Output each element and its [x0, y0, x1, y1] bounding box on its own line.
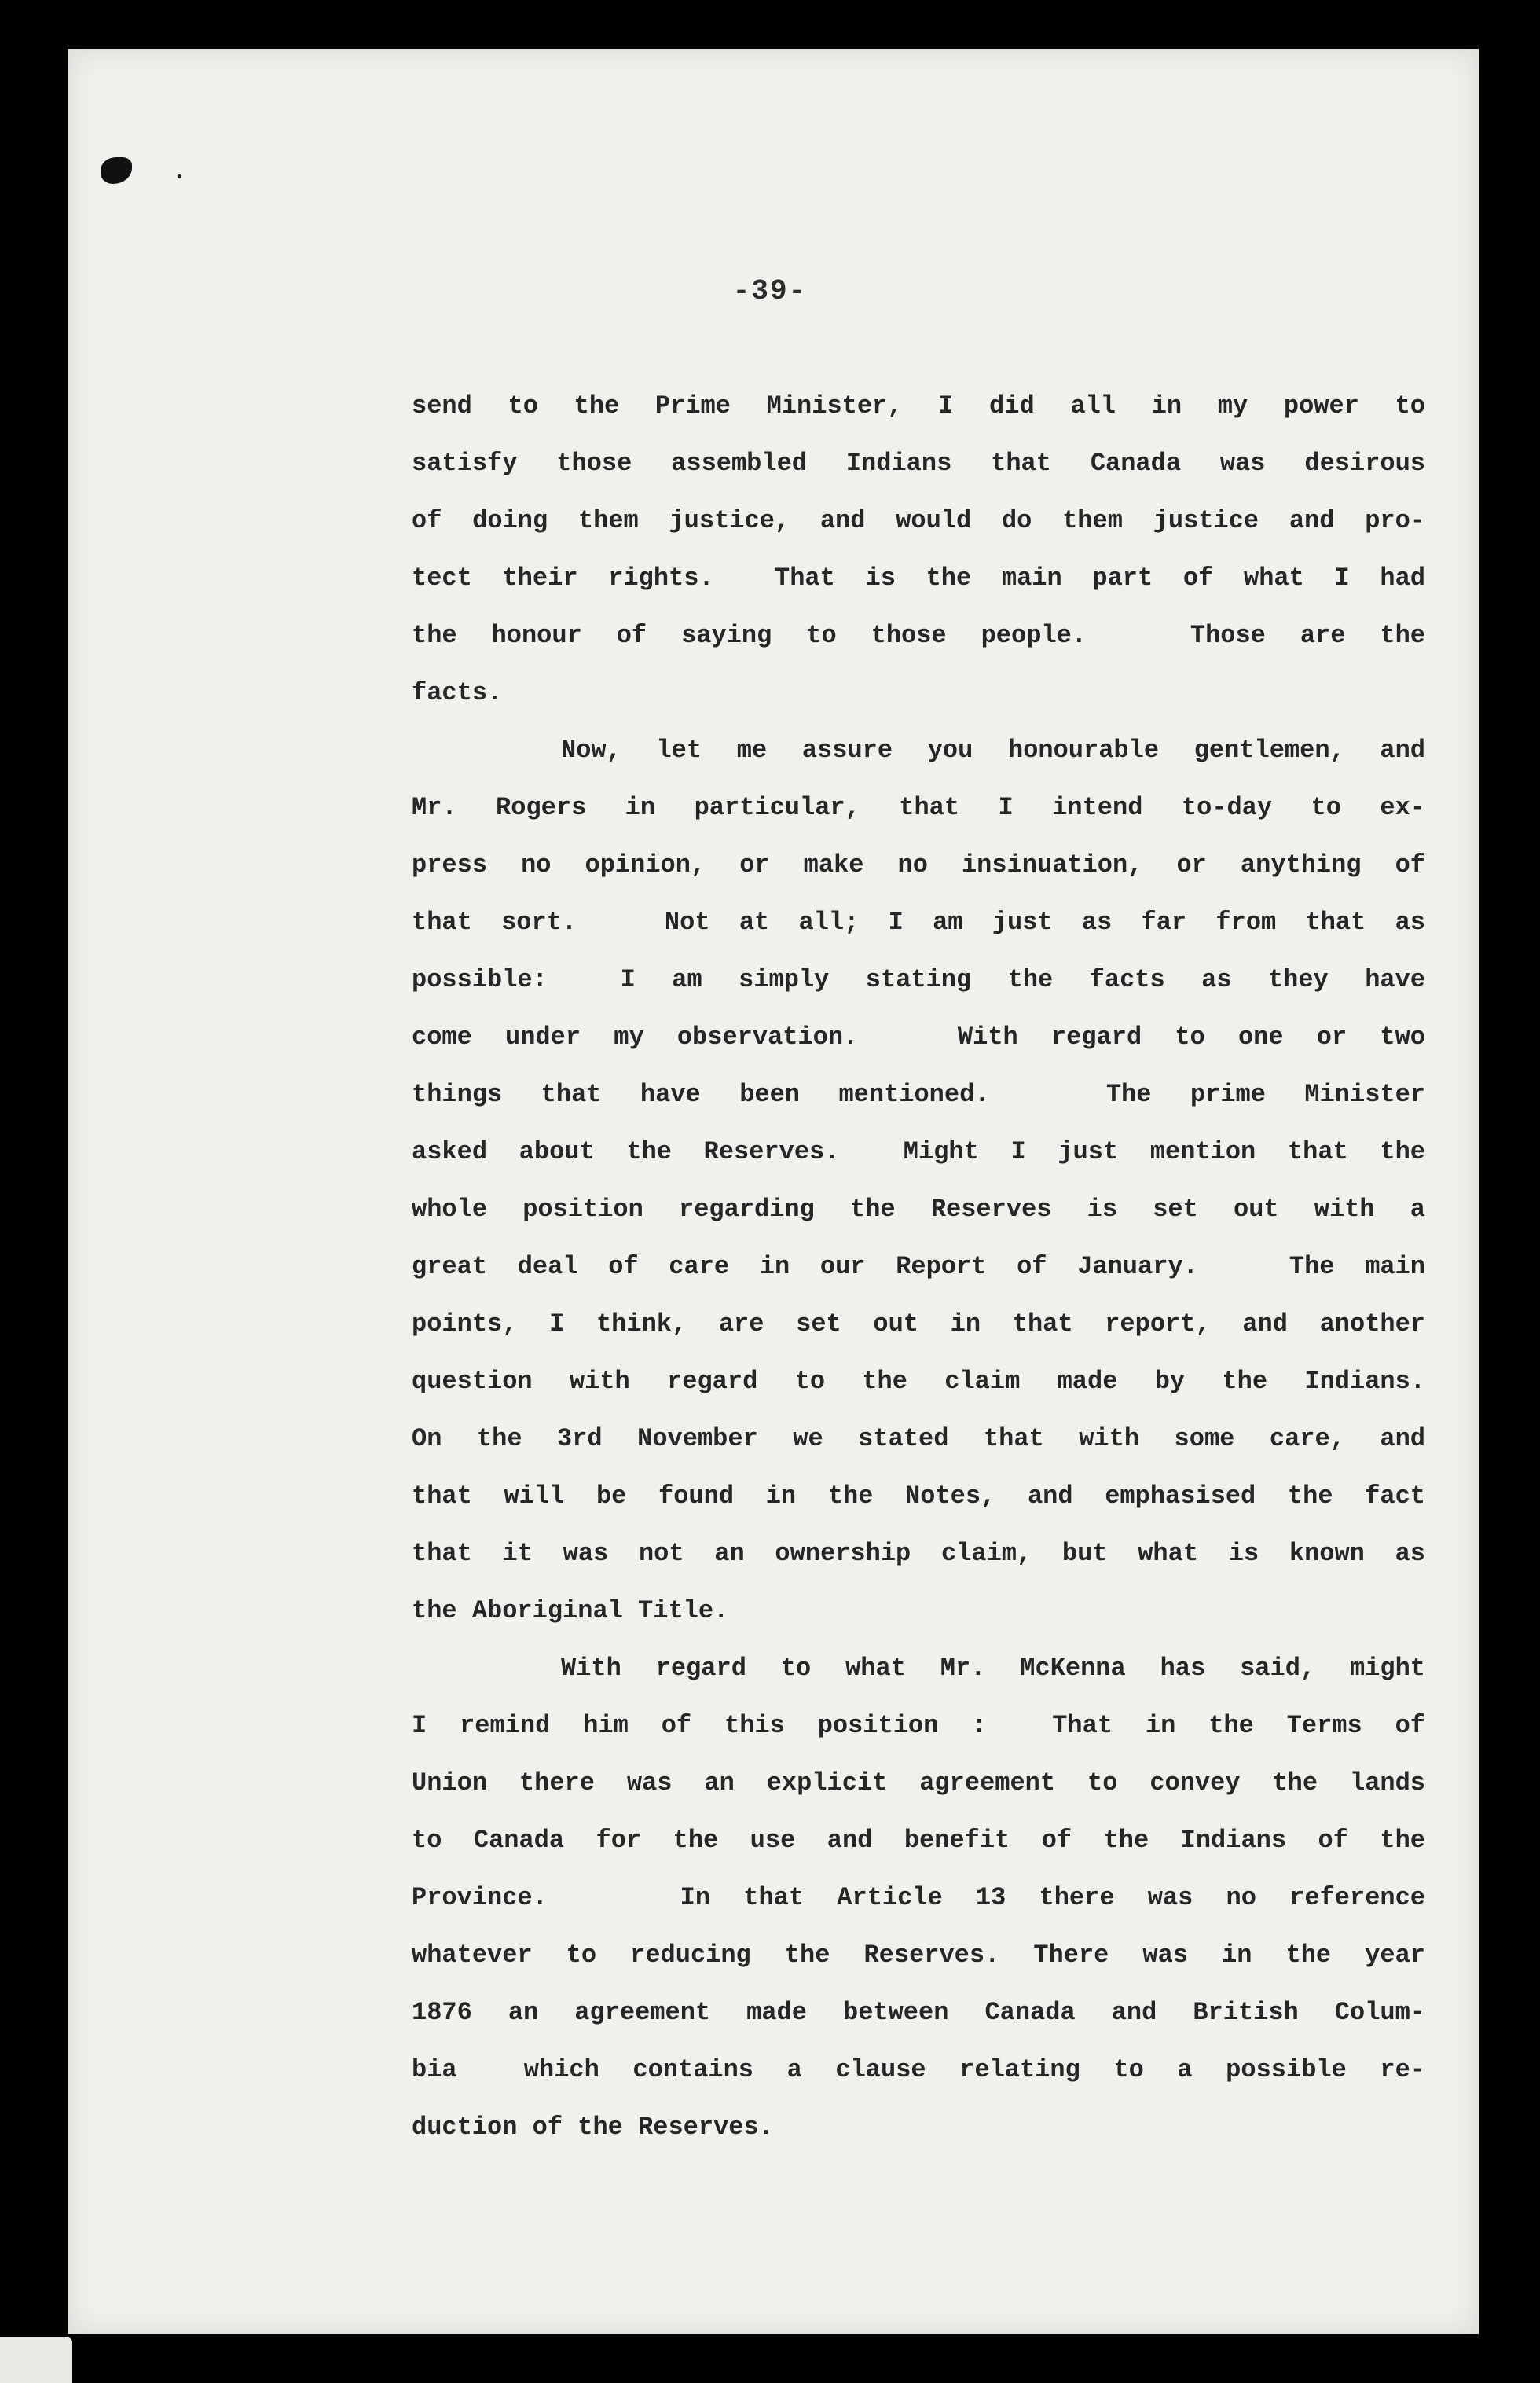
- text-line: come under my observation. With regard to one or two: [412, 1023, 1425, 1052]
- text-line: to Canada for the use and benefit of the Indians of the: [412, 1826, 1425, 1855]
- text-line: send to the Prime Minister, I did all in my power to: [412, 391, 1425, 420]
- text-line: Now, let me assure you honourable gentlemen, and: [561, 736, 1425, 765]
- text-line: of doing them justice, and would do them justice and pro-: [412, 506, 1425, 535]
- text-line: Mr. Rogers in particular, that I intend to-day to ex-: [412, 793, 1425, 822]
- document-body: [412, 377, 1425, 2156]
- text-line: tect their rights. That is the main part of what I had: [412, 564, 1425, 593]
- text-line: 1876 an agreement made between Canada and British Colum-: [412, 1998, 1425, 2027]
- text-line: satisfy those assembled Indians that Canada was desirous: [412, 449, 1425, 478]
- text-line: things that have been mentioned. The prime Minister: [412, 1080, 1425, 1109]
- text-line: possible: I am simply stating the facts as they have: [412, 965, 1425, 994]
- text-line: facts.: [412, 678, 503, 707]
- text-line: question with regard to the claim made by the Indians.: [412, 1367, 1425, 1396]
- film-leader-tab: [0, 2337, 72, 2383]
- text-line: press no opinion, or make no insinuation, or anything of: [412, 850, 1425, 879]
- text-line: that it was not an ownership claim, but what is known as: [412, 1539, 1425, 1568]
- ink-dot: [178, 174, 182, 178]
- text-line: whatever to reducing the Reserves. There was in the year: [412, 1941, 1425, 1970]
- text-line: I remind him of this position : That in the Terms of: [412, 1711, 1425, 1740]
- text-line: that will be found in the Notes, and emphasised the fact: [412, 1482, 1425, 1511]
- text-line: the Aboriginal Title.: [412, 1596, 729, 1625]
- text-line: bia which contains a clause relating to a possible re-: [412, 2055, 1425, 2084]
- text-line: Union there was an explicit agreement to convey the lands: [412, 1768, 1425, 1797]
- text-line: With regard to what Mr. McKenna has said, might: [561, 1654, 1425, 1683]
- text-line: whole position regarding the Reserves is set out with a: [412, 1195, 1425, 1224]
- text-line: duction of the Reserves.: [412, 2113, 774, 2142]
- text-line: points, I think, are set out in that report, and another: [412, 1309, 1425, 1338]
- text-line: On the 3rd November we stated that with some care, and: [412, 1424, 1425, 1453]
- text-line: Province. In that Article 13 there was no reference: [412, 1883, 1425, 1912]
- text-line: asked about the Reserves. Might I just mention that the: [412, 1137, 1425, 1166]
- text-line: that sort. Not at all; I am just as far from that as: [412, 908, 1425, 937]
- text-line: great deal of care in our Report of January. The main: [412, 1252, 1425, 1281]
- page-number: -39-: [732, 275, 808, 307]
- text-line: the honour of saying to those people. Those are the: [412, 621, 1425, 650]
